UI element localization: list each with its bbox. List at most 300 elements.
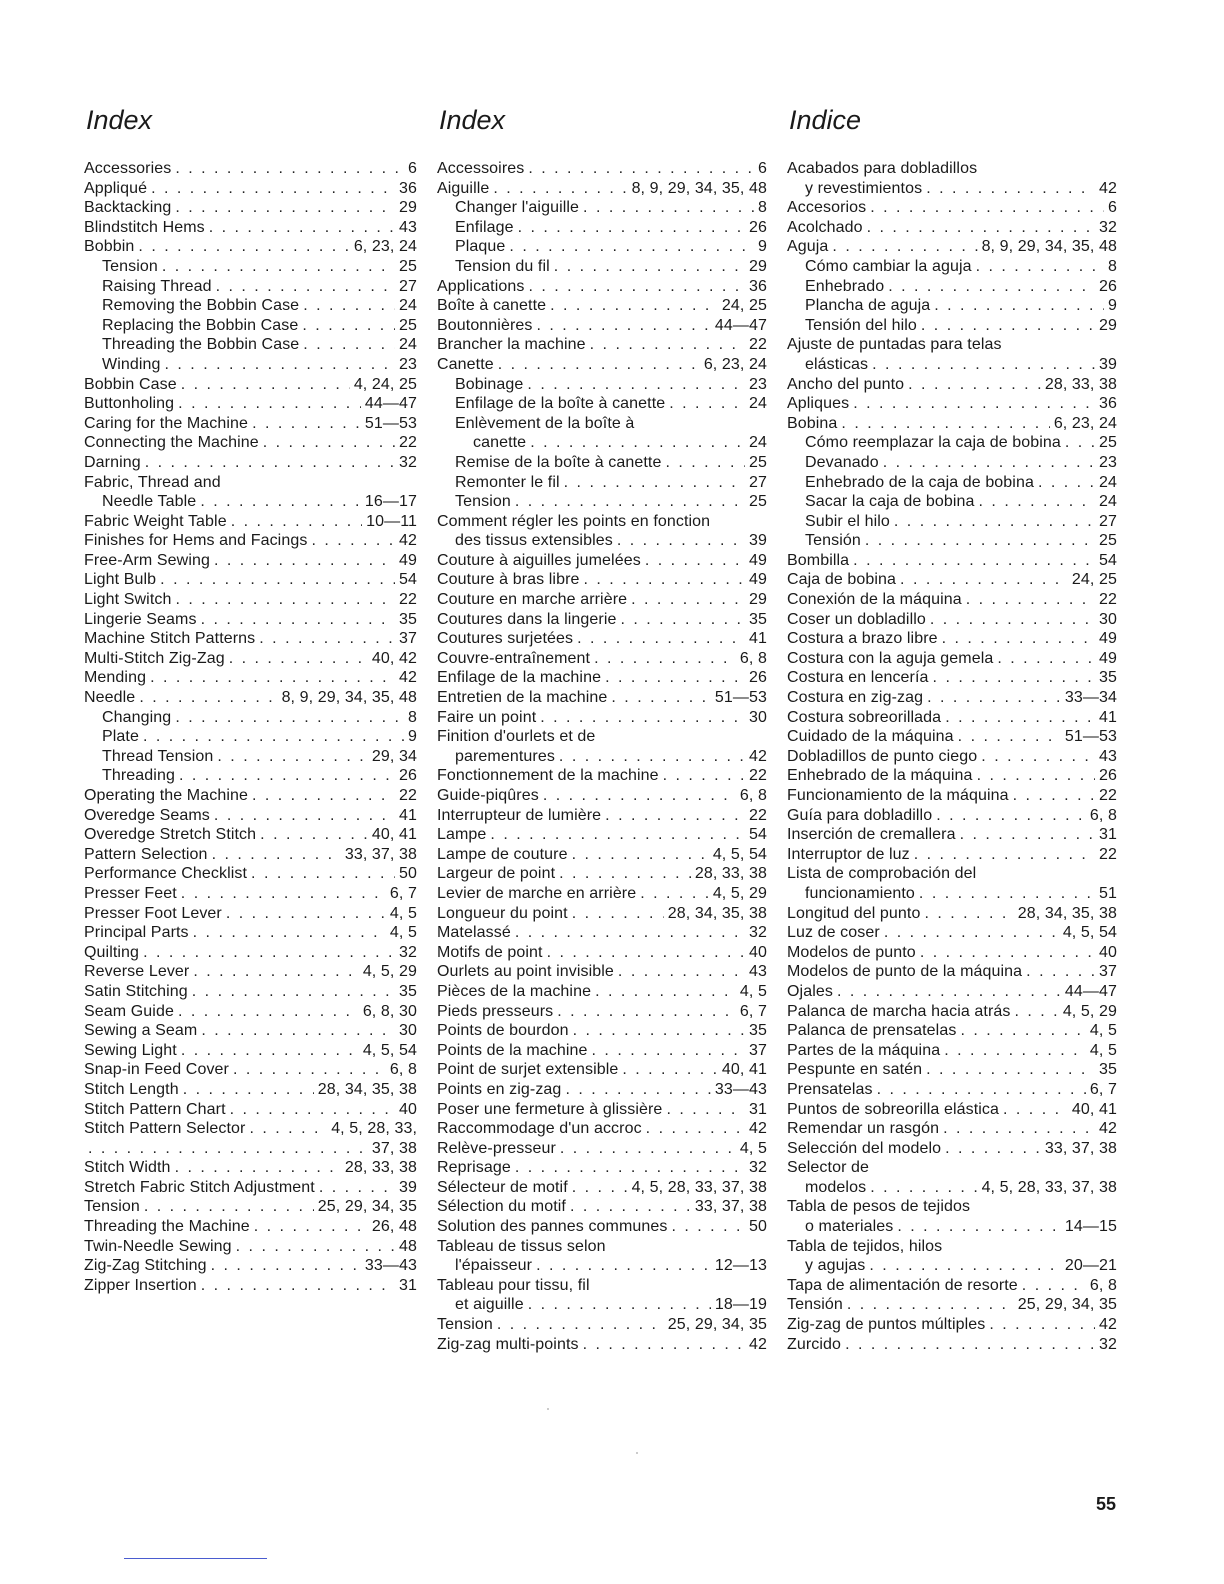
dot-leader (853, 394, 1095, 414)
dot-leader (183, 1080, 314, 1100)
entry-pages: 25, 29, 34, 35 (317, 1198, 417, 1216)
index-entry (787, 629, 1117, 649)
entry-label: Pattern Selection (84, 845, 208, 863)
entry-label: parementures (455, 747, 555, 765)
index-entry (787, 1002, 1117, 1022)
dot-leader (319, 1178, 395, 1198)
dot-leader (942, 629, 1095, 649)
index-entry (437, 1060, 767, 1080)
dot-leader (646, 1119, 745, 1139)
index-entry (84, 237, 417, 257)
dot-leader (565, 1080, 710, 1100)
entry-pages: 9 (1108, 297, 1117, 315)
entry-pages: 8, 9, 29, 34, 35, 48 (281, 689, 417, 707)
entry-pages: 6, 23, 24 (353, 238, 417, 256)
entry-label: Cómo reemplazar la caja de bobina (805, 434, 1061, 452)
dot-leader (1026, 962, 1095, 982)
entry-label: Reprisage (437, 1159, 511, 1177)
entry-pages: 29 (749, 257, 767, 275)
entry-pages: 39 (749, 532, 767, 550)
entry-pages: 39 (399, 1178, 417, 1196)
entry-pages: 26 (1099, 767, 1117, 785)
entry-label: Tableau pour tissu, fil (437, 1276, 590, 1294)
index-entry (84, 159, 417, 179)
index-entry (437, 375, 767, 395)
dot-leader (976, 257, 1104, 277)
dot-leader (1022, 1276, 1086, 1296)
index-entry (84, 316, 417, 336)
index-entry (787, 1021, 1117, 1041)
dot-leader (231, 512, 362, 532)
entry-label: Stretch Fabric Stitch Adjustment (84, 1178, 315, 1196)
entry-label: Devanado (805, 453, 879, 471)
entry-pages: 8 (758, 199, 767, 217)
dot-leader (559, 747, 745, 767)
entry-label: Sewing a Seam (84, 1022, 198, 1040)
dot-leader (584, 570, 745, 590)
entry-pages: 6, 7 (1089, 1080, 1117, 1098)
dot-leader (254, 1217, 368, 1237)
dot-leader (233, 1060, 386, 1080)
index-entry (437, 492, 767, 512)
entry-pages: 22 (749, 336, 767, 354)
entry-label: Ourlets au point invisible (437, 963, 614, 981)
index-entry (437, 786, 767, 806)
entry-pages: 37 (1099, 963, 1117, 981)
index-entry (84, 198, 417, 218)
entry-label: Twin-Needle Sewing (84, 1237, 232, 1255)
entry-label: Removing the Bobbin Case (102, 297, 300, 315)
entry-label: Accesorios (787, 199, 867, 217)
dot-leader (1038, 473, 1095, 493)
dot-leader (900, 570, 1068, 590)
entry-label: Selección del modelo (787, 1139, 942, 1157)
dot-leader (920, 943, 1095, 963)
dot-leader (908, 375, 1041, 395)
entry-label: Tabla de pesos de tejidos (787, 1198, 971, 1216)
entry-pages: 8 (408, 708, 417, 726)
entry-pages: 33—43 (364, 1257, 417, 1275)
index-entry (437, 1237, 767, 1257)
entry-pages: 6, 8 (389, 1061, 417, 1079)
index-entry (437, 296, 767, 316)
dot-leader (557, 1002, 736, 1022)
dot-leader (217, 747, 368, 767)
index-entry (787, 727, 1117, 747)
dot-leader (572, 1178, 628, 1198)
entry-label: Performance Checklist (84, 865, 248, 883)
entry-pages: 29 (399, 199, 417, 217)
entry-pages: 22 (399, 787, 417, 804)
index-entry (787, 512, 1117, 532)
entry-pages: 33, 37, 38 (344, 845, 417, 863)
entry-label: Plancha de aguja (805, 297, 931, 315)
entry-pages: 27 (399, 277, 417, 295)
entry-pages: 26 (749, 669, 767, 687)
index-entry (787, 610, 1117, 630)
dot-leader (165, 355, 395, 375)
entry-label: Bombilla (787, 551, 850, 569)
dot-leader (934, 296, 1104, 316)
index-entry (437, 982, 767, 1002)
index-entry (84, 355, 417, 375)
entry-label: Coutures dans la lingerie (437, 610, 617, 628)
entry-pages: 6, 8 (739, 649, 767, 667)
index-entry (437, 884, 767, 904)
index-entry (437, 179, 767, 199)
index-entry (787, 179, 1117, 199)
index-entry (437, 649, 767, 669)
entry-label: Entretien de la machine (437, 689, 608, 707)
index-entry (437, 433, 767, 453)
index-entry (787, 394, 1117, 414)
entry-label: Needle (84, 689, 136, 707)
index-entries (437, 159, 767, 1354)
entry-pages: 42 (749, 1120, 767, 1138)
entry-label: Lampe (437, 826, 487, 844)
entry-pages: 36 (749, 277, 767, 295)
entry-label: Motifs de point (437, 943, 543, 961)
index-entry (84, 1060, 417, 1080)
index-entry (84, 1256, 417, 1276)
scan-speck (636, 1452, 638, 1454)
index-entry (787, 316, 1117, 336)
dot-leader (178, 394, 361, 414)
dot-leader (888, 277, 1095, 297)
entry-label: Apliques (787, 395, 850, 413)
entry-label: Interruptor de luz (787, 845, 910, 863)
entry-pages: 42 (749, 747, 767, 765)
index-entry (84, 1178, 417, 1198)
entry-pages: 16—17 (364, 493, 417, 511)
index-entry (437, 610, 767, 630)
index-entry (787, 1295, 1117, 1315)
entry-label: Winding (102, 355, 161, 373)
index-entry (787, 766, 1117, 786)
entry-label: o materiales (805, 1218, 894, 1236)
entry-pages: 39 (1099, 355, 1117, 373)
dot-leader (919, 884, 1095, 904)
index-entry (84, 433, 417, 453)
entry-label: Light Switch (84, 591, 172, 609)
entry-label: Multi-Stitch Zig-Zag (84, 649, 225, 667)
dot-leader (518, 218, 745, 238)
entry-label: Relève-presseur (437, 1139, 556, 1157)
dot-leader (837, 982, 1061, 1002)
index-entry (437, 570, 767, 590)
dot-leader (870, 1178, 977, 1198)
entry-pages: 40, 42 (371, 649, 417, 667)
index-entry (787, 943, 1117, 963)
entry-label: Tensión del hilo (805, 316, 917, 334)
dot-leader (894, 512, 1095, 532)
entry-pages: 25, 29, 34, 35 (1017, 1296, 1117, 1314)
entry-label: Bobina (787, 414, 838, 432)
entry-pages: 25, 29, 34, 35 (667, 1316, 767, 1334)
entry-pages: 51 (1099, 884, 1117, 902)
index-entry (437, 277, 767, 297)
index-entry (84, 512, 417, 532)
entry-label: Costura en zig-zag (787, 689, 924, 707)
entry-label: Raccommodage d'un accroc (437, 1120, 642, 1138)
entry-pages: 49 (749, 571, 767, 589)
entry-label: Finishes for Hems and Facings (84, 532, 308, 550)
entry-pages: 30 (749, 708, 767, 726)
entry-pages: 4, 5, 28, 33, 37, 38 (631, 1178, 767, 1196)
index-entry (437, 1276, 767, 1296)
index-entry (84, 982, 417, 1002)
index-entry (437, 708, 767, 728)
dot-leader (611, 688, 711, 708)
dot-leader (226, 904, 386, 924)
index-entry (84, 747, 417, 767)
index-entry (437, 727, 767, 747)
index-entry (84, 296, 417, 316)
entry-label: Prensatelas (787, 1080, 873, 1098)
entry-pages: 6, 7 (389, 884, 417, 902)
index-entry (787, 277, 1117, 297)
index-entry (84, 1021, 417, 1041)
entry-label: Couture à bras libre (437, 571, 580, 589)
entry-pages: 24 (1099, 493, 1117, 511)
dot-leader (592, 1041, 745, 1061)
dot-leader (209, 218, 395, 238)
index-entry (787, 1158, 1117, 1178)
index-entry (84, 629, 417, 649)
entry-pages: 4, 5, 28, 33, 37, 38 (981, 1178, 1117, 1196)
dot-leader (847, 1295, 1014, 1315)
dot-leader (162, 257, 395, 277)
index-entry (437, 590, 767, 610)
dot-leader (883, 453, 1095, 473)
entry-pages: 6, 8 (739, 787, 767, 804)
dot-leader (498, 355, 700, 375)
index-entry (787, 1041, 1117, 1061)
entry-label: Applications (437, 277, 525, 295)
dot-leader (230, 1100, 395, 1120)
index-entry (437, 237, 767, 257)
entry-label: Tension (437, 1316, 493, 1334)
entry-pages: 44—47 (1064, 982, 1117, 1000)
dot-leader (572, 845, 709, 865)
entry-label: Couture à aiguilles jumelées (437, 551, 641, 569)
index-entry (84, 923, 417, 943)
index-entry (437, 335, 767, 355)
index-entry (437, 316, 767, 336)
index-entry (437, 943, 767, 963)
index-entry (437, 394, 767, 414)
dot-leader (977, 766, 1095, 786)
entry-pages: 12—13 (714, 1257, 767, 1275)
scan-speck (547, 1408, 549, 1410)
entry-pages: 32 (1099, 218, 1117, 236)
dot-leader (201, 1276, 395, 1296)
entry-pages: 6 (1108, 199, 1117, 217)
entry-pages: 4, 5 (389, 904, 417, 922)
entry-label: Threading the Machine (84, 1218, 250, 1236)
index-entry (437, 1080, 767, 1100)
index-entry (437, 1217, 767, 1237)
entry-label: Point de surjet extensible (437, 1061, 619, 1079)
dot-leader (944, 1041, 1086, 1061)
dot-leader (672, 1217, 746, 1237)
dot-leader (250, 1119, 328, 1139)
dot-leader (181, 1041, 359, 1061)
entry-label: Coser un dobladillo (787, 610, 926, 628)
dot-leader (554, 257, 745, 277)
entry-label: Bobinage (455, 375, 524, 393)
index-entry (787, 708, 1117, 728)
index-entry (787, 845, 1117, 865)
index-entry (787, 335, 1117, 355)
index-entry (787, 414, 1117, 434)
dot-leader (175, 1158, 341, 1178)
dot-leader (179, 766, 395, 786)
index-entry (84, 414, 417, 434)
entry-label: Inserción de cremallera (787, 826, 956, 844)
entry-pages: 40, 41 (1071, 1100, 1117, 1118)
dot-leader (1003, 1100, 1068, 1120)
dot-leader (867, 218, 1095, 238)
index-entry (787, 218, 1117, 238)
index-entry (437, 1178, 767, 1198)
column-title: Index (86, 105, 153, 135)
index-column-french (437, 103, 767, 1354)
dot-leader (493, 179, 627, 199)
dot-leader (547, 943, 745, 963)
entry-pages: 6, 8 (1089, 1276, 1117, 1294)
entry-pages: 51—53 (714, 689, 767, 707)
dot-leader (618, 962, 745, 982)
entry-label: Free-Arm Sewing (84, 551, 210, 569)
entry-pages: 24, 25 (721, 297, 767, 315)
entry-pages: 35 (399, 982, 417, 1000)
entry-pages: 30 (1099, 610, 1117, 628)
entry-label: Levier de marche en arrière (437, 884, 637, 902)
entry-label: Ojales (787, 982, 833, 1000)
entry-pages: 22 (399, 434, 417, 452)
entry-label: Changing (102, 708, 172, 726)
index-entry (787, 668, 1117, 688)
dot-leader (139, 688, 277, 708)
entry-pages: 9 (408, 728, 417, 746)
dot-leader (145, 453, 395, 473)
dot-leader (933, 668, 1095, 688)
entry-label: Presser Foot Lever (84, 904, 222, 922)
entry-label: Mending (84, 669, 147, 687)
entry-pages: 4, 5 (1089, 1041, 1117, 1059)
entry-label: Faire un point (437, 708, 537, 726)
index-entry (84, 1041, 417, 1061)
dot-leader (252, 786, 395, 806)
entry-pages: 28, 33, 38 (344, 1159, 417, 1177)
index-entry (787, 198, 1117, 218)
index-entry (787, 257, 1117, 277)
entry-pages: 51—53 (364, 414, 417, 432)
dot-leader (175, 590, 395, 610)
dot-leader (926, 179, 1095, 199)
index-entry (84, 727, 417, 747)
index-entry (84, 962, 417, 982)
index-entry (84, 531, 417, 551)
entry-pages: 49 (749, 551, 767, 569)
entry-pages: 24, 25 (1071, 571, 1117, 589)
index-entry (84, 375, 417, 395)
index-entry (84, 179, 417, 199)
index-entry (787, 473, 1117, 493)
dot-leader (869, 1256, 1061, 1276)
dot-leader (564, 473, 745, 493)
entry-label: Changer l'aiguille (455, 199, 580, 217)
index-entry (787, 1217, 1117, 1237)
dot-leader (515, 492, 745, 512)
dot-leader (537, 316, 711, 336)
dot-leader (303, 335, 395, 355)
dot-leader (930, 610, 1095, 630)
entry-label: Appliqué (84, 179, 148, 197)
index-entry (437, 962, 767, 982)
index-entry (437, 1139, 767, 1159)
index-entry (84, 551, 417, 571)
entry-pages: 35 (749, 1022, 767, 1040)
column-title: Indice (789, 105, 862, 135)
index-entry (437, 414, 767, 434)
entry-label: Palanca de prensatelas (787, 1022, 957, 1040)
dot-leader (572, 904, 664, 924)
index-entry (787, 1100, 1117, 1120)
dot-leader (200, 492, 361, 512)
dot-leader (605, 668, 745, 688)
index-column-english (84, 103, 417, 1295)
entry-pages: 6, 7 (739, 1002, 767, 1020)
entry-label: Snap-in Feed Cover (84, 1061, 229, 1079)
entry-pages: 4, 5, 29 (712, 884, 767, 902)
entry-pages: 49 (399, 551, 417, 569)
dot-leader (583, 1335, 745, 1355)
dot-leader (160, 570, 395, 590)
dot-leader (924, 904, 1013, 924)
dot-leader (914, 845, 1095, 865)
entry-pages: 4, 5, 54 (712, 845, 767, 863)
entry-pages: 25 (1099, 434, 1117, 452)
index-entry (437, 1119, 767, 1139)
entry-pages: 6, 23, 24 (703, 355, 767, 373)
dot-leader (260, 825, 368, 845)
entry-pages: 6 (408, 160, 417, 177)
dot-leader (143, 943, 395, 963)
entry-label: Subir el hilo (805, 512, 890, 530)
index-entry (787, 1080, 1117, 1100)
entry-label: Connecting the Machine (84, 434, 259, 452)
entry-label: Enlèvement de la boîte à (455, 414, 635, 432)
dot-leader (263, 433, 395, 453)
entry-label: Ajuste de puntadas para telas (787, 336, 1002, 354)
index-entry (787, 747, 1117, 767)
dot-leader (490, 825, 745, 845)
index-entry (84, 1119, 417, 1139)
entry-label: Accessoires (437, 160, 525, 177)
index-entry (437, 1256, 767, 1276)
dot-leader (595, 982, 736, 1002)
index-entry (437, 1021, 767, 1041)
dot-leader (865, 531, 1095, 551)
entry-label: Aguja (787, 238, 829, 256)
dot-leader (997, 649, 1095, 669)
entry-label: Enfilage de la machine (437, 669, 602, 687)
entry-pages: 40, 41 (371, 826, 417, 844)
dot-leader (870, 198, 1104, 218)
entry-pages: 4, 5, 54 (362, 1041, 417, 1059)
